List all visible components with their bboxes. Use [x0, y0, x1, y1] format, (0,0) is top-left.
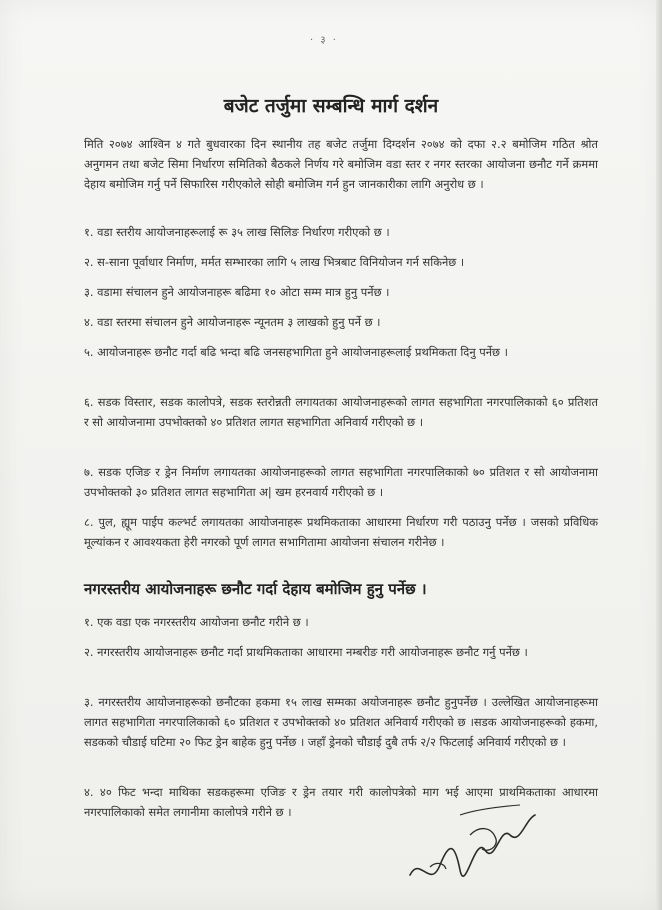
document-title: बजेट तर्जुमा सम्बन्धि मार्ग दर्शन [223, 95, 439, 117]
ward-item-1: १. वडा स्तरीय आयोजनाहरूलाई रू ३५ लाख सिलिङ निर्धारण गरीएको छ । [84, 225, 390, 239]
ward-item-3: ३. वडामा संचालन हुने आयोजनाहरू बढिमा १० ओटा सम्म मात्र हुनु पर्नेछ । [84, 285, 390, 299]
signature [400, 795, 540, 895]
ward-item-5: ५. आयोजनाहरू छनौट गर्दा बढि भन्दा बढि जनसहभागिता हुने आयोजनाहरूलाई प्रथमिकता दिनु पर्नेछ । [84, 345, 508, 359]
page-edge-shadow [656, 0, 662, 910]
ward-item-4: ४. वडा स्तरमा संचालन हुने आयोजनाहरू न्यूनतम ३ लाखको हुनु पर्ने छ । [84, 315, 381, 329]
page-number-mark: · ३ · [310, 35, 338, 46]
section-heading-city-level: नगरस्तरीय आयोजनाहरू छनौट गर्दा देहाय बमोजिम हुनु पर्नेछ । [84, 580, 427, 598]
ward-item-6: ६. सडक विस्तार, सडक कालोपत्रे, सडक स्तरोन्नती लगायतका आयोजनाहरूको लागत सहभागिता नगरपालिकाको ६० प्रतिशत र सो आयोजनामा उपभोक्तको ४० प्रतिशत लागत सहभागिता अनिवार्य गरीएको छ । [84, 395, 598, 429]
ward-item-8: ८. पुल, ह्यूम पाईप कल्भर्ट लगायतका आयोजनाहरू प्रथमिकताका आधारमा निर्धारण गरी पठाउनु पर्नेछ । जसको प्रविधिक मूल्यांकन र आवश्यकता हेरी नगरको पूर्ण लागत सभागितामा आयोजना संचालन गरीनेछ । [84, 515, 598, 549]
intro-paragraph: मिति २०७४ आश्विन ४ गते बुधवारका दिन स्थानीय तह बजेट तर्जुमा दिग्दर्शन २०७४ को दफा २.२ बमोजिम गठित श्रोत अनुगमन तथा बजेट सिमा निर्धारण समितिको बैठकले निर्णय गरे बमोजिम वडा स्तर र नगर स्तरका आयोजना छनौट गर्ने क्रममा देहाय बमोजिम गर्नु पर्ने सिफारिस गरीएकोले सोही बमोजिम गर्न हुन जानकारीका लागि अनुरोध छ । [84, 137, 598, 191]
ward-item-2: २. स-साना पूर्वाधार निर्माण, मर्मत सम्भारका लागि ५ लाख भित्रबाट विनियोजन गर्न सकिनेछ । [84, 255, 465, 269]
city-item-4: ४. ४० फिट भन्दा माथिका सडकहरूमा एजिङ र ड्रेन तयार गरी कालोपत्रेको माग भई आएमा प्राथमिकताका आधारमा नगरपालिकाको समेत लगानीमा कालोपत्रे गरीने छ । [84, 785, 598, 819]
ward-item-7: ७. सडक एजिङ र ड्रेन निर्माण लगायतका आयोजनाहरूको लागत सहभागिता नगरपालिकाको ७० प्रतिशत र सो आयोजनामा उपभोक्तको ३० प्रतिशत लागत सहभागिता अ| खम हरनवार्य गरीएको छ । [84, 465, 598, 499]
city-item-3: ३. नगरस्तरीय आयोजनाहरूको छनौटका हकमा १५ लाख सम्मका अयोजनाहरू छनौट हुनुपर्नेछ । उल्लेखित आयोजनाहरूमा लागत सहभागिता नगरपालिकाको ६० प्रतिशत र उपभोक्तको ४० प्रतिशत अनिवार्य गरीएको छ ।सडक आयोजनाहरूको हकमा, सडकको चौडाई घटिमा २० फिट ड्रेन बाहेक हुनु पर्नेछ । जहाँ ड्रेनको चौडाई दुबै तर्फ २/२ फिटलाई अनिवार्य गरीएको छ । [84, 695, 598, 749]
city-item-1: १. एक वडा एक नगरस्तरीय आयोजना छनौट गरीने छ । [84, 615, 309, 629]
city-item-2: २. नगरस्तरीय आयोजनाहरू छनौट गर्दा प्राथमिकताका आधारमा नम्बरीङ गरी आयोजनाहरू छनौट गर्नु पर्नेछ । [84, 645, 528, 659]
